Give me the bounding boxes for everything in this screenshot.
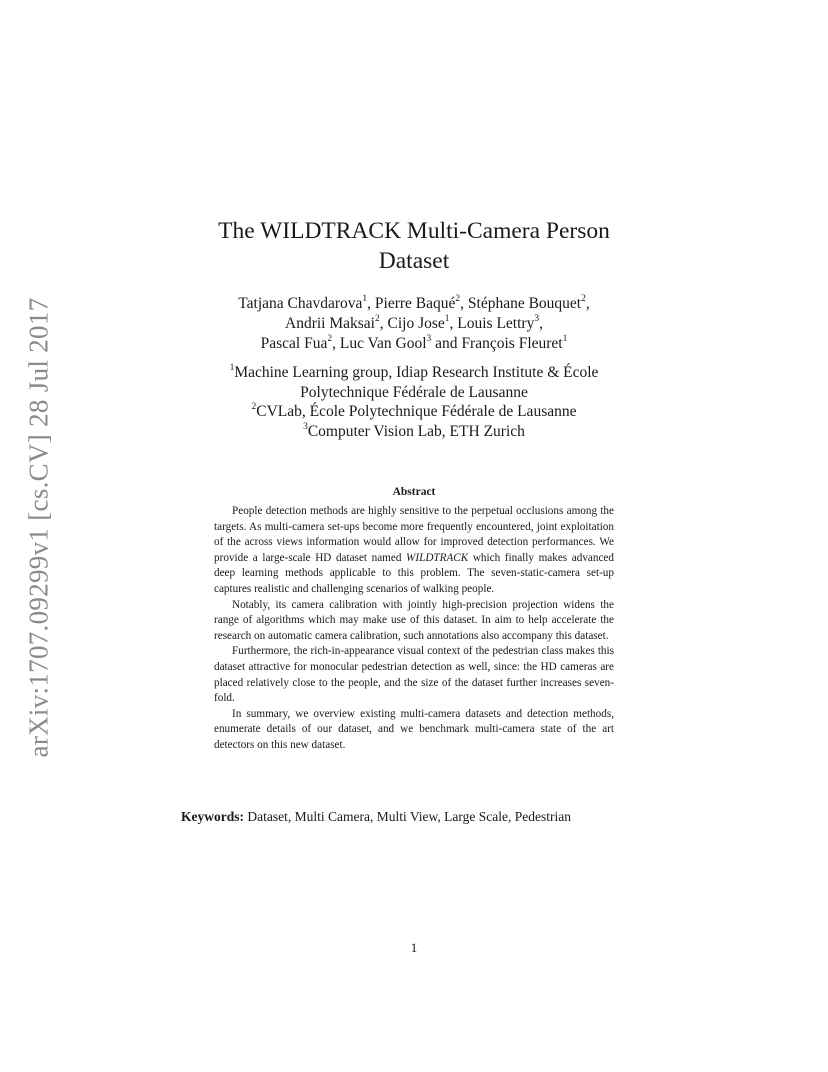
keywords — [181, 808, 647, 826]
abstract-heading: Abstract — [392, 486, 436, 498]
author-list: Tatjana Chavdarova$^1$, Pierre Baqué$^2$, Stéphane Bouquet$^2$, Andrii Maksai$^2$, Cijo Jose$^1$, Louis Lettry$^3$, Pascal Fua$^2$, Luc Van Gool$^3$ and François Fleuret$^1$ — [238, 294, 590, 352]
abstract-body — [214, 504, 614, 754]
author-name: Cijo Jose — [387, 315, 445, 332]
abstract-text: which finally makes advanced deep learning methods applicable to this problem. The seven-static-camera set-up captures realistic and challenging scenarios of walking people. — [214, 551, 614, 595]
title-line-2: Dataset — [378, 248, 450, 274]
author-mark: 2 — [327, 334, 333, 345]
author-mark: 2 — [375, 314, 380, 325]
author-name: Stéphane Bouquet — [467, 295, 582, 312]
affiliation-mark: 1 — [229, 363, 235, 374]
abstract-paragraph — [214, 504, 614, 598]
author-mark: 2 — [581, 294, 586, 305]
author-mark: 1 — [562, 334, 568, 345]
author-mark: 3 — [534, 314, 540, 325]
arxiv-stamp — [16, 294, 62, 760]
affiliation-text: Machine Learning group, Idiap Research Institute & École — [234, 364, 599, 381]
author-name: Pascal Fua — [260, 335, 328, 352]
abstract-paragraph: In summary, we overview existing multi-camera datasets and detection methods, enumerate details of our dataset, and we benchmark multi-camera state of the art detectors on this new dataset. — [214, 707, 614, 751]
author-name: François Fleuret — [461, 335, 563, 352]
author-mark: 2 — [455, 294, 461, 305]
keywords-label: Keywords: — [181, 809, 244, 824]
affiliation-text: Computer Vision Lab, ETH Zurich — [307, 422, 525, 440]
author-name: Louis Lettry — [457, 315, 535, 332]
author-mark: 3 — [426, 334, 432, 345]
title-line-1: The WILDTRACK Multi-Camera Person — [218, 218, 610, 244]
author-name: Pierre Baqué — [374, 295, 456, 312]
dataset-name: WILDTRACK — [406, 551, 469, 564]
affiliation-list — [170, 363, 658, 441]
abstract-text: People detection methods are highly sensitive to the perpetual occlusions among the targets. As multi-camera set-ups become more frequently encountered, joint exploitation of the across views information would allow for improved detection performances. We provide a large-scale HD dataset named — [214, 505, 614, 564]
author-name: Tatjana Chavdarova — [238, 295, 363, 312]
author-mark: 1 — [444, 314, 450, 325]
affiliation-mark: 2 — [251, 402, 257, 413]
affiliation-mark: 3 — [303, 421, 308, 432]
author-mark: 1 — [362, 294, 368, 305]
keywords-text: Dataset, Multi Camera, Multi View, Large Scale, Pedestrian — [247, 809, 571, 824]
abstract-paragraph: Furthermore, the rich-in-appearance visual context of the pedestrian class makes this dataset attractive for monocular pedestrian detection as well, since: the HD cameras are placed relatively close to the people, and the size of the dataset further increases seven-fold. — [214, 645, 614, 705]
author-name: Andrii Maksai — [285, 315, 375, 332]
arxiv-stamp-text: arXiv:1707.09299v1 [cs.CV] 28 Jul 2017 — [23, 297, 54, 757]
paper-title — [170, 216, 658, 276]
abstract-paragraph: Notably, its camera calibration with jointly high-precision projection widens the range of algorithms which may make use of this dataset. In aim to help accelerate the research on automatic camera calibration, such annotations also accompany this dataset. — [214, 598, 614, 642]
author-name: Luc Van Gool — [339, 335, 427, 352]
affiliation-text: CVLab, École Polytechnique Fédérale de Lausanne — [256, 403, 577, 420]
page-number: 1 — [410, 940, 418, 955]
affiliation-text: Polytechnique Fédérale de Lausanne — [300, 383, 528, 401]
